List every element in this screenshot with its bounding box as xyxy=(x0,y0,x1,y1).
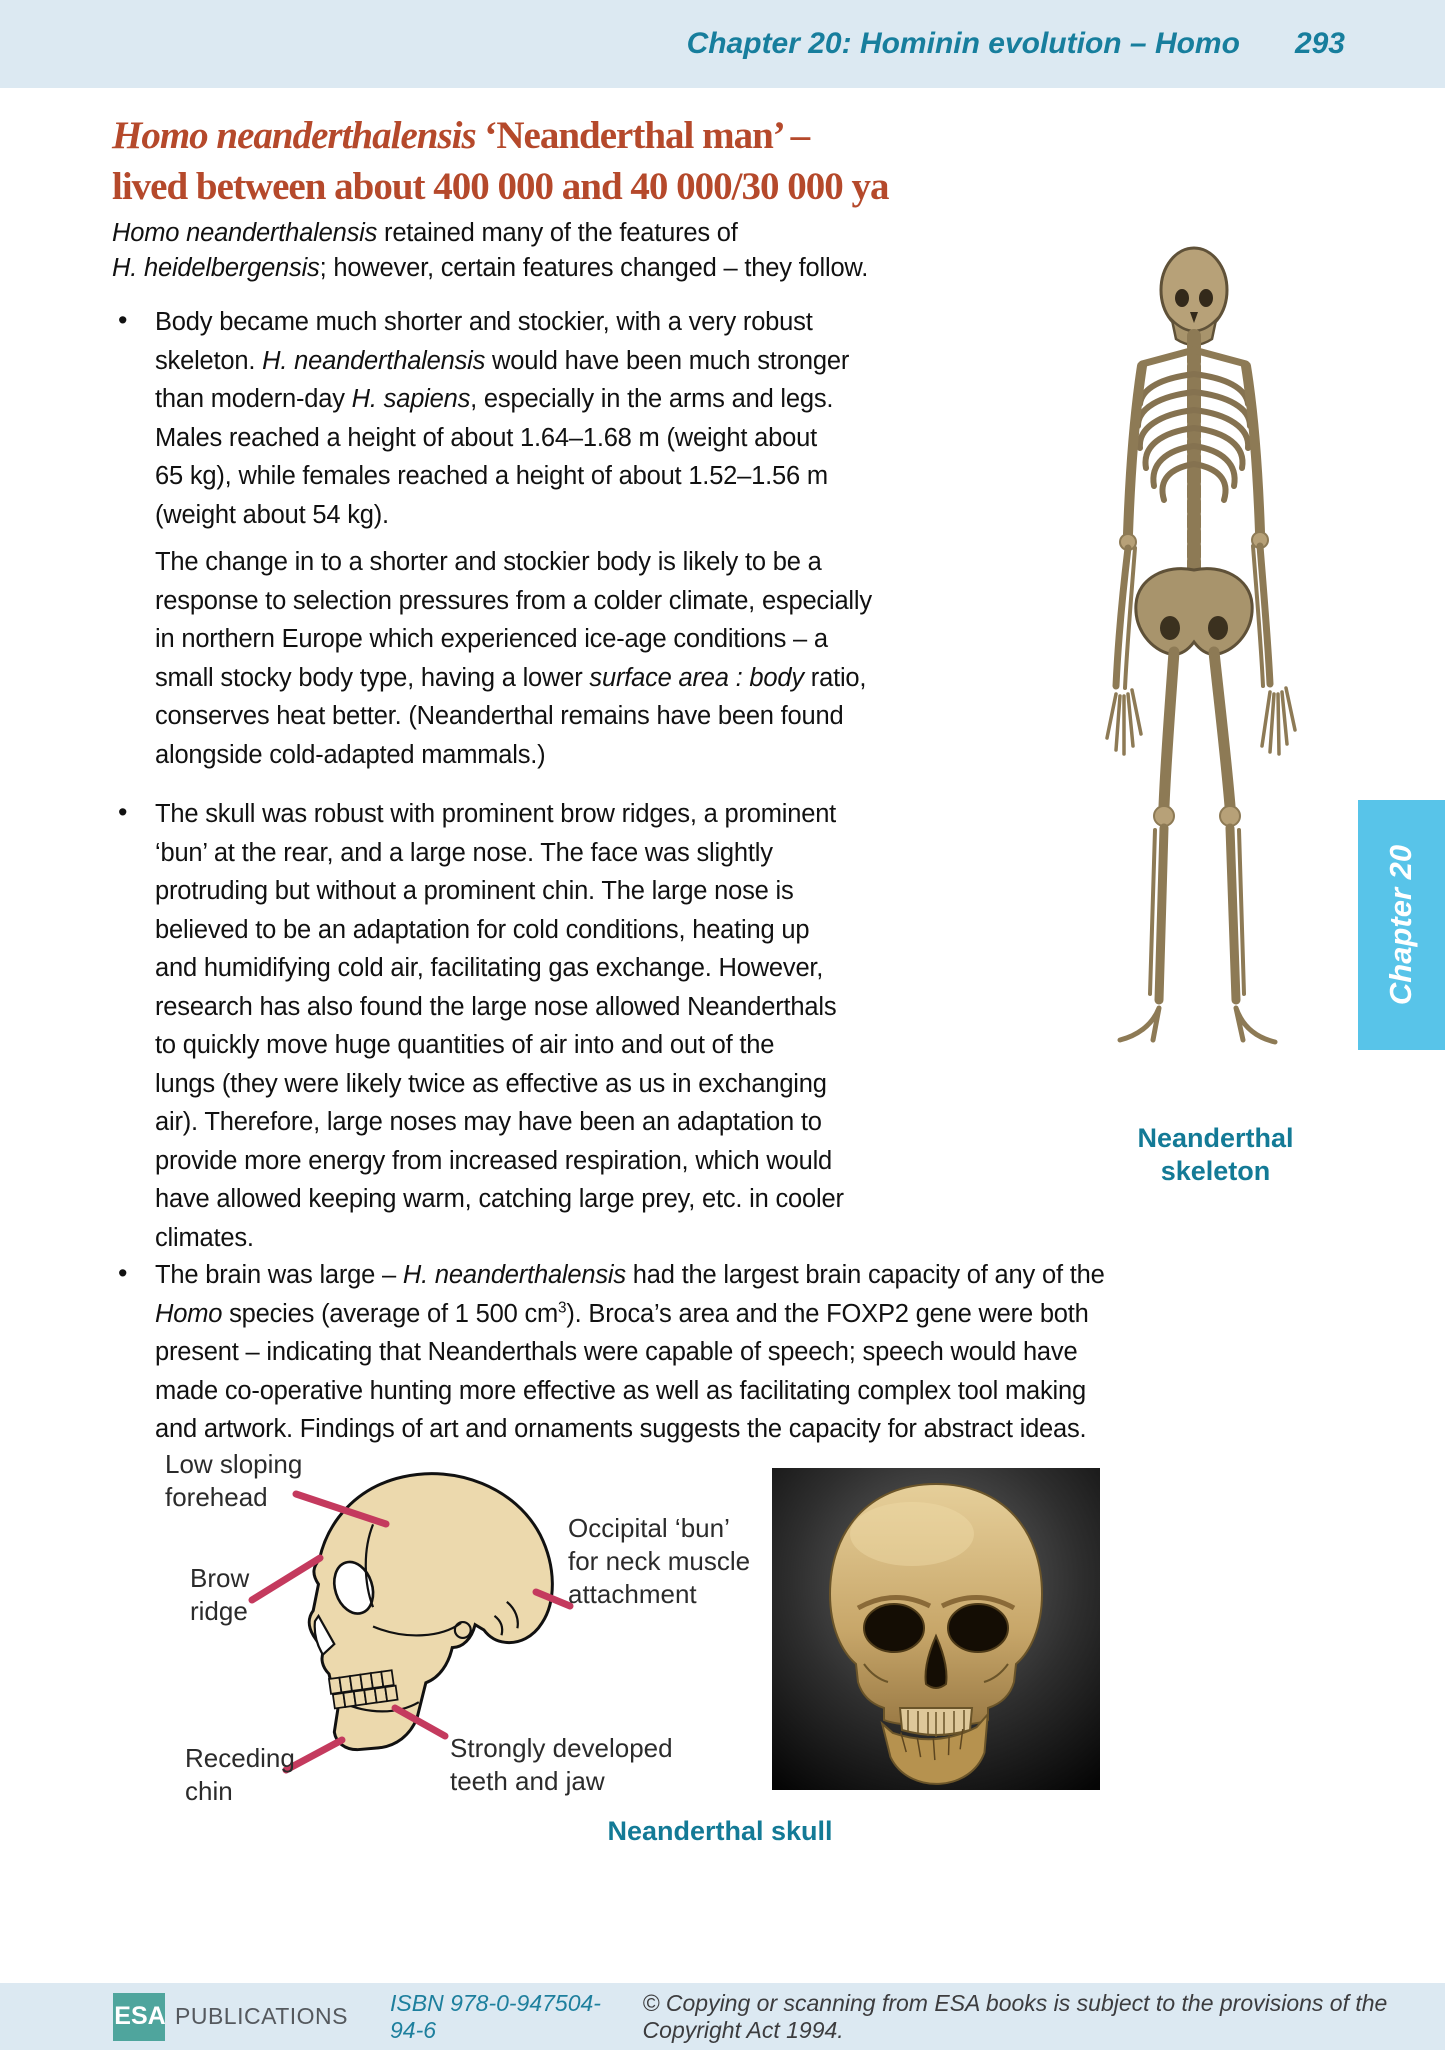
running-head: Chapter 20: Hominin evolution – Homo xyxy=(686,27,1240,60)
page-title: Homo neanderthalensis ‘Neanderthal man’ – lived between about 400 000 and 40 000/30 000 ya xyxy=(112,114,889,208)
esa-logo xyxy=(113,1993,165,2041)
skull-caption: Neanderthal skull xyxy=(607,1816,833,1846)
label-low-sloping-forehead: Low sloping forehead xyxy=(165,1449,303,1512)
chapter-tab-label: Chapter 20 xyxy=(1383,844,1419,1006)
label-brow-ridge: Brow ridge xyxy=(190,1563,250,1626)
page-footer xyxy=(0,1983,1445,2050)
esa-logo-text: ESA xyxy=(114,2002,166,2030)
publications-label: PUBLICATIONS xyxy=(175,2003,348,2029)
bullet-skull xyxy=(118,795,844,1257)
skeleton-caption: Neanderthal skeleton xyxy=(1137,1123,1294,1186)
chapter-tab xyxy=(1358,800,1445,1050)
bullet-body-size-text: • Body became much shorter and stockier, with a very robust skeleton. H. neanderthalensis would have been much stronger than modern-day H. sapiens, especially in the arms and legs. Males reached a height of about 1.64–1.68 m (weight about 65 kg), while females reached a height of about 1.52–1.56 m (weight about 54 kg). xyxy=(155,308,850,529)
bullet-brain-text: • The brain was large – H. neanderthalensis had the largest brain capacity of any of the Homo species (average of 1 500 $cm^3$). Broca’s area and the FOXP2 gene were both present – indicating that Neanderthals were capable of speech; speech would have made co-operative hunting more effective as well as facilitating complex tool making and artwork. Findings of art and ornaments suggests the capacity for abstract ideas. xyxy=(155,1261,1105,1443)
bullet-brain xyxy=(118,1256,1105,1449)
bullet-body-size-continuation: The change in to a shorter and stockier body is likely to be a response to selection pressures from a colder climate, especially in northern Europe which experienced ice-age conditions – a small stocky body type, having a lower surface area : body ratio, conserves heat better. (Neanderthal remains have been found alongside cold-adapted mammals.) xyxy=(155,548,872,769)
label-receding-chin: Receding chin xyxy=(185,1743,295,1806)
copyright-text: © Copying or scanning from ESA books is subject to the provisions of the Copyright Act 1994. xyxy=(642,1989,1388,2043)
page-number: 293 xyxy=(1294,27,1345,60)
neanderthal-skeleton-image xyxy=(1072,238,1344,1122)
page-header xyxy=(0,0,1445,88)
isbn-text: ISBN 978-0-947504-94-6 xyxy=(390,1989,601,2043)
neanderthal-skull-photo xyxy=(772,1468,1100,1790)
label-occipital-bun: Occipital ‘bun’ for neck muscle attachment xyxy=(568,1513,751,1609)
bullet-skull-text: • The skull was robust with prominent brow ridges, a prominent ‘bun’ at the rear, and a large nose. The face was slightly protruding but without a prominent chin. The large nose is believed to be an adaptation for cold conditions, heating up and humidifying cold air, facilitating gas exchange. However, research has also found the large nose allowed Neanderthals to quickly move huge quantities of air into and out of the lungs (they were likely twice as effective as us in exchanging air). Therefore, large noses may have been an adaptation to provide more energy from increased respiration, which would have allowed keeping warm, catching large prey, etc. in cooler climates. xyxy=(155,800,844,1252)
intro-paragraph: Homo neanderthalensis retained many of the features of H. heidelbergensis; however, certain features changed – they follow. xyxy=(112,219,869,282)
bullet-body-size xyxy=(118,303,872,774)
label-teeth-jaw: Strongly developed teeth and jaw xyxy=(450,1733,673,1796)
